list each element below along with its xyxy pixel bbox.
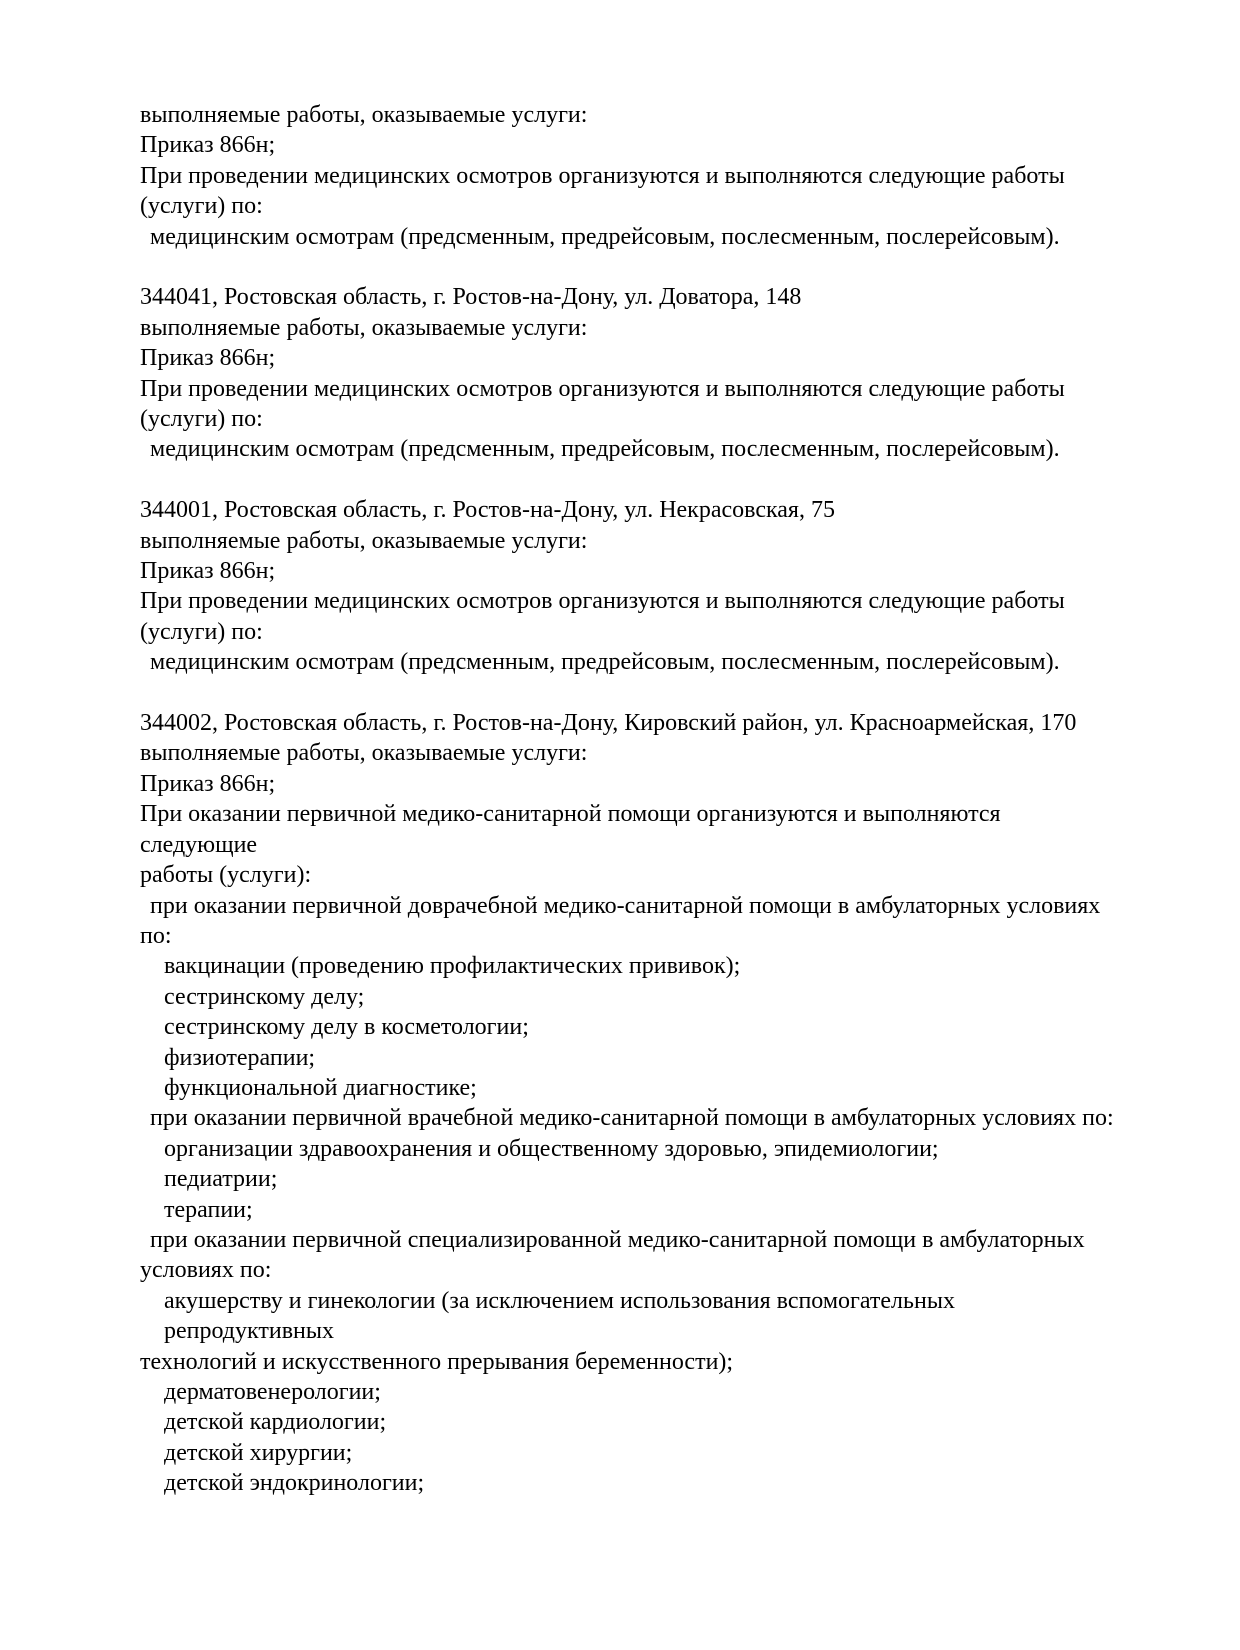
text-line: выполняемые работы, оказываемые услуги: (140, 102, 588, 128)
text-line: педиатрии; (164, 1166, 278, 1193)
text-line: Приказ 866н; (140, 345, 276, 372)
license-section-nekrasovskaya-75 (140, 495, 1122, 677)
text-line: акушерству и гинекологии (за исключением использования вспомогательных репродуктивных (164, 1287, 961, 1345)
text-line: функциональной диагностике; (164, 1074, 477, 1101)
text-line: При проведении медицинских осмотров организуются и выполняются следующие работы (140, 588, 1065, 615)
text-line: выполняемые работы, оказываемые услуги: (140, 527, 588, 554)
text-line: дерматовенерологии; (164, 1379, 381, 1406)
text-line: вакцинации (проведению профилактических прививок); (164, 953, 741, 980)
text-line: медицинским осмотрам (предсменным, предрейсовым, послесменным, послерейсовым). (150, 436, 1060, 463)
text-line: Приказ 866н; (140, 558, 276, 585)
license-section-dovatora-148 (140, 282, 1122, 464)
license-section-krasnoarmeyskaya-170 (140, 708, 1122, 1499)
text-line: по: (140, 922, 172, 949)
text-line: физиотерапии; (164, 1044, 316, 1071)
text-line: детской эндокринологии; (164, 1470, 425, 1497)
text-line: При проведении медицинских осмотров организуются и выполняются следующие работы (140, 375, 1065, 402)
text-line: выполняемые работы, оказываемые услуги: (140, 740, 588, 767)
text-line: условиях по: (140, 1257, 272, 1284)
text-line: При проведении медицинских осмотров организуются и выполняются следующие работы (140, 162, 1065, 189)
text-line: (услуги) по: (140, 618, 263, 645)
text-line: При оказании первичной медико-санитарной помощи организуются и выполняются следующие (140, 801, 1007, 858)
text-line: при оказании первичной врачебной медико-санитарной помощи в амбулаторных условиях по: (150, 1105, 1114, 1132)
text-line: выполняемые работы, оказываемые услуги: (140, 314, 588, 341)
text-line: медицинским осмотрам (предсменным, предрейсовым, послесменным, послерейсовым). (150, 223, 1060, 250)
text-line: детской хирургии; (164, 1439, 353, 1466)
text-line: 344041, Ростовская область, г. Ростов-на-Дону, ул. Доватора, 148 (140, 284, 802, 311)
text-line: 344002, Ростовская область, г. Ростов-на-Дону, Кировский район, ул. Красноармейская, 170 (140, 710, 1077, 737)
text-line: 344001, Ростовская область, г. Ростов-на-Дону, ул. Некрасовская, 75 (140, 497, 835, 524)
text-line: сестринскому делу; (164, 983, 365, 1010)
text-line: терапии; (164, 1196, 253, 1223)
text-line: при оказании первичной доврачебной медико-санитарной помощи в амбулаторных условиях (150, 892, 1101, 919)
text-line: Приказ 866н; (140, 132, 276, 159)
text-line: (услуги) по: (140, 193, 263, 220)
text-line: работы (услуги): (140, 862, 312, 889)
text-line: детской кардиологии; (164, 1409, 387, 1436)
text-line: технологий и искусственного прерывания беременности); (140, 1348, 734, 1375)
license-section-continuation (140, 100, 1122, 252)
text-line: медицинским осмотрам (предсменным, предрейсовым, послесменным, послерейсовым). (150, 649, 1060, 676)
text-line: Приказ 866н; (140, 770, 276, 797)
text-line: организации здравоохранения и общественному здоровью, эпидемиологии; (164, 1135, 939, 1162)
text-line: сестринскому делу в косметологии; (164, 1014, 529, 1041)
text-line: при оказании первичной специализированной медико-санитарной помощи в амбулаторных (150, 1226, 1085, 1253)
text-line: (услуги) по: (140, 406, 263, 433)
